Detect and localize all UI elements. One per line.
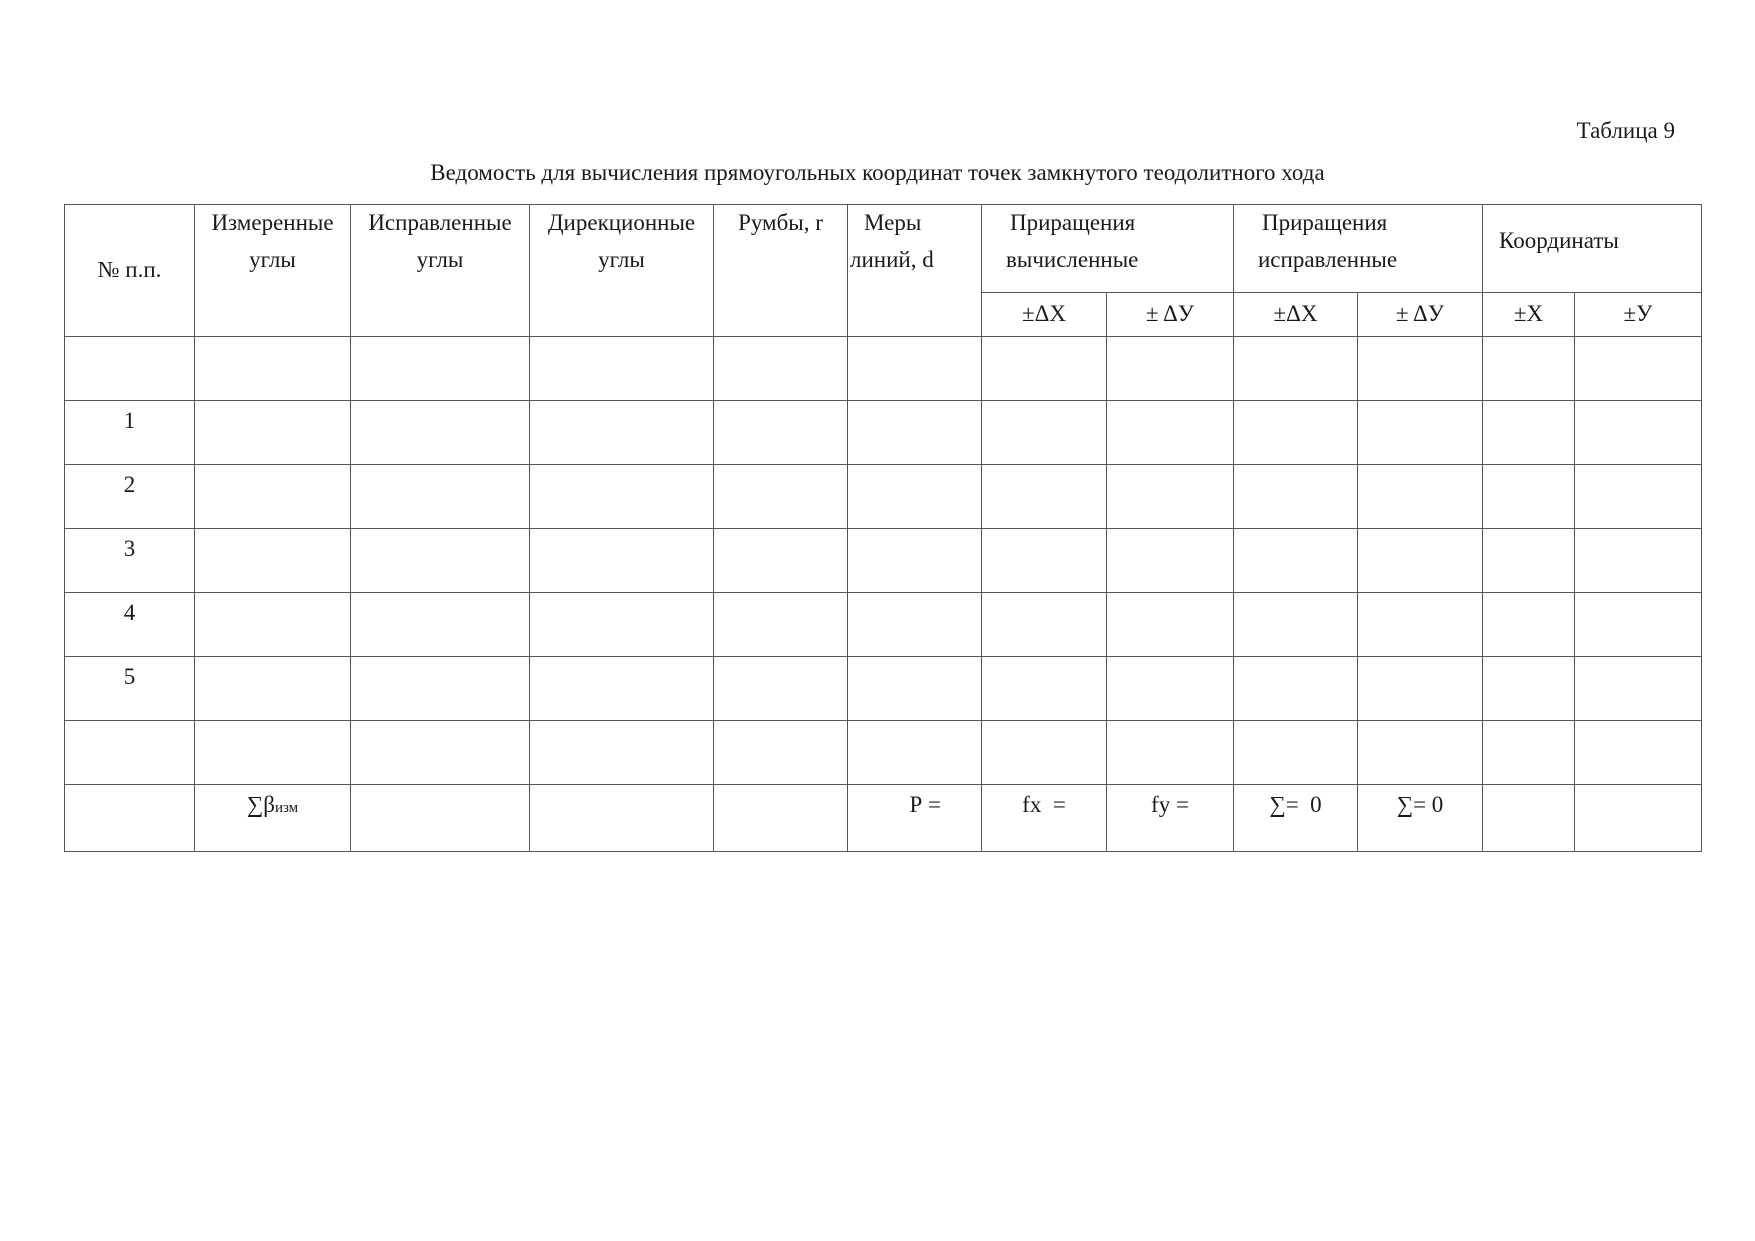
cell-rumb — [714, 529, 848, 593]
sum-beta-subscript: изм — [274, 800, 299, 816]
totals-y-cell — [1575, 785, 1702, 852]
cell-rumb — [714, 657, 848, 721]
header-incr-computed-line1: Приращения — [1010, 210, 1136, 235]
cell-y — [1575, 657, 1702, 721]
header-measured-line1: Измеренные — [211, 210, 334, 235]
cell-dx-computed — [982, 401, 1107, 465]
header-lengths-line1: Меры — [864, 210, 922, 235]
cell-x — [1483, 337, 1575, 401]
cell-corrected — [351, 657, 530, 721]
totals-sum-dx: ∑= 0 — [1234, 785, 1358, 852]
cell-measured — [195, 401, 351, 465]
cell-length — [848, 337, 982, 401]
header-increments-corrected — [1234, 205, 1483, 293]
header-x: ±Х — [1483, 293, 1575, 337]
cell-y — [1575, 401, 1702, 465]
cell-directional — [530, 337, 714, 401]
cell-num — [65, 337, 195, 401]
cell-x — [1483, 529, 1575, 593]
cell-dy-computed — [1107, 529, 1234, 593]
totals-x-cell — [1483, 785, 1575, 852]
cell-directional — [530, 529, 714, 593]
table-title: Ведомость для вычисления прямоугольных координат точек замкнутого теодолитного хода — [430, 160, 1325, 185]
cell-length — [848, 401, 982, 465]
cell-dx-corrected — [1234, 529, 1358, 593]
cell-dx-computed — [982, 593, 1107, 657]
cell-dy-computed — [1107, 465, 1234, 529]
table-row — [65, 465, 1702, 529]
header-dy-corrected: ± ΔУ — [1358, 293, 1483, 337]
cell-corrected — [351, 593, 530, 657]
cell-measured — [195, 465, 351, 529]
cell-directional — [530, 465, 714, 529]
cell-corrected — [351, 465, 530, 529]
totals-num-cell — [65, 785, 195, 852]
cell-dy-computed — [1107, 337, 1234, 401]
header-rumbs: Румбы, r — [714, 205, 848, 337]
header-coordinates: Координаты — [1483, 205, 1702, 293]
cell-dx-corrected — [1234, 657, 1358, 721]
cell-dy-corrected — [1358, 657, 1483, 721]
header-corrected-line1: Исправленные — [368, 210, 512, 235]
totals-fy: fу = — [1107, 785, 1234, 852]
cell-dy-corrected — [1358, 721, 1483, 785]
cell-measured — [195, 657, 351, 721]
totals-sum-dy: ∑= 0 — [1358, 785, 1483, 852]
cell-length — [848, 721, 982, 785]
cell-x — [1483, 721, 1575, 785]
table-row — [65, 401, 1702, 465]
cell-dx-computed — [982, 529, 1107, 593]
header-measured-line2: углы — [249, 246, 296, 272]
header-y: ±У — [1575, 293, 1702, 337]
cell-num: 3 — [65, 529, 195, 593]
cell-length — [848, 529, 982, 593]
totals-directional-cell — [530, 785, 714, 852]
cell-dy-computed — [1107, 401, 1234, 465]
cell-x — [1483, 657, 1575, 721]
header-incr-computed-line2: вычисленные — [1006, 246, 1139, 272]
table-row — [65, 529, 1702, 593]
cell-directional — [530, 401, 714, 465]
header-directional-line1: Дирекционные — [547, 210, 696, 235]
cell-dx-corrected — [1234, 337, 1358, 401]
cell-dy-corrected — [1358, 529, 1483, 593]
cell-y — [1575, 529, 1702, 593]
cell-rumb — [714, 337, 848, 401]
totals-perimeter: Р = — [848, 785, 982, 852]
sum-beta-symbol: ∑β — [246, 792, 275, 817]
header-lengths-line2: линий, d — [850, 246, 934, 272]
cell-measured — [195, 721, 351, 785]
cell-dx-corrected — [1234, 401, 1358, 465]
cell-dy-corrected — [1358, 593, 1483, 657]
cell-num: 1 — [65, 401, 195, 465]
cell-y — [1575, 721, 1702, 785]
cell-directional — [530, 721, 714, 785]
header-line-lengths — [848, 205, 982, 337]
totals-corrected-cell — [351, 785, 530, 852]
cell-measured — [195, 337, 351, 401]
table-row — [65, 337, 1702, 401]
cell-rumb — [714, 401, 848, 465]
cell-length — [848, 465, 982, 529]
cell-corrected — [351, 529, 530, 593]
cell-dx-corrected — [1234, 721, 1358, 785]
cell-corrected — [351, 721, 530, 785]
cell-directional — [530, 657, 714, 721]
cell-dx-computed — [982, 721, 1107, 785]
cell-length — [848, 593, 982, 657]
cell-dy-computed — [1107, 657, 1234, 721]
cell-dx-computed — [982, 465, 1107, 529]
cell-rumb — [714, 465, 848, 529]
cell-directional — [530, 593, 714, 657]
cell-rumb — [714, 593, 848, 657]
cell-length — [848, 657, 982, 721]
header-corrected-line2: углы — [416, 246, 464, 272]
cell-dx-computed — [982, 337, 1107, 401]
cell-rumb — [714, 721, 848, 785]
coordinates-ledger-table — [64, 204, 1702, 852]
totals-sum-beta — [195, 785, 351, 852]
cell-dy-corrected — [1358, 337, 1483, 401]
cell-num: 2 — [65, 465, 195, 529]
cell-x — [1483, 593, 1575, 657]
table-row — [65, 721, 1702, 785]
cell-num — [65, 721, 195, 785]
totals-rumb-cell — [714, 785, 848, 852]
cell-num: 4 — [65, 593, 195, 657]
header-directional-angles — [530, 205, 714, 337]
header-increments-computed — [982, 205, 1234, 293]
cell-dx-corrected — [1234, 465, 1358, 529]
cell-x — [1483, 465, 1575, 529]
cell-dy-corrected — [1358, 401, 1483, 465]
header-incr-corrected-line2: исправленные — [1258, 246, 1398, 272]
totals-row — [65, 785, 1702, 852]
cell-y — [1575, 593, 1702, 657]
header-directional-line2: углы — [598, 246, 645, 272]
cell-dx-corrected — [1234, 593, 1358, 657]
header-measured-angles — [195, 205, 351, 337]
cell-dy-corrected — [1358, 465, 1483, 529]
cell-y — [1575, 465, 1702, 529]
header-num: № п.п. — [65, 205, 195, 337]
header-dx-computed: ±ΔХ — [982, 293, 1107, 337]
totals-fx: fх = — [982, 785, 1107, 852]
cell-dy-computed — [1107, 593, 1234, 657]
header-corrected-angles — [351, 205, 530, 337]
table-number: Таблица 9 — [1576, 118, 1675, 143]
cell-corrected — [351, 401, 530, 465]
cell-num: 5 — [65, 657, 195, 721]
header-dx-corrected: ±ΔХ — [1234, 293, 1358, 337]
cell-dx-computed — [982, 657, 1107, 721]
header-incr-corrected-line1: Приращения — [1262, 210, 1388, 235]
header-dy-computed: ± ΔУ — [1107, 293, 1234, 337]
cell-dy-computed — [1107, 721, 1234, 785]
header-row-1 — [65, 205, 1702, 293]
table-row — [65, 657, 1702, 721]
cell-measured — [195, 529, 351, 593]
cell-measured — [195, 593, 351, 657]
table-row — [65, 593, 1702, 657]
cell-corrected — [351, 337, 530, 401]
cell-y — [1575, 337, 1702, 401]
cell-x — [1483, 401, 1575, 465]
